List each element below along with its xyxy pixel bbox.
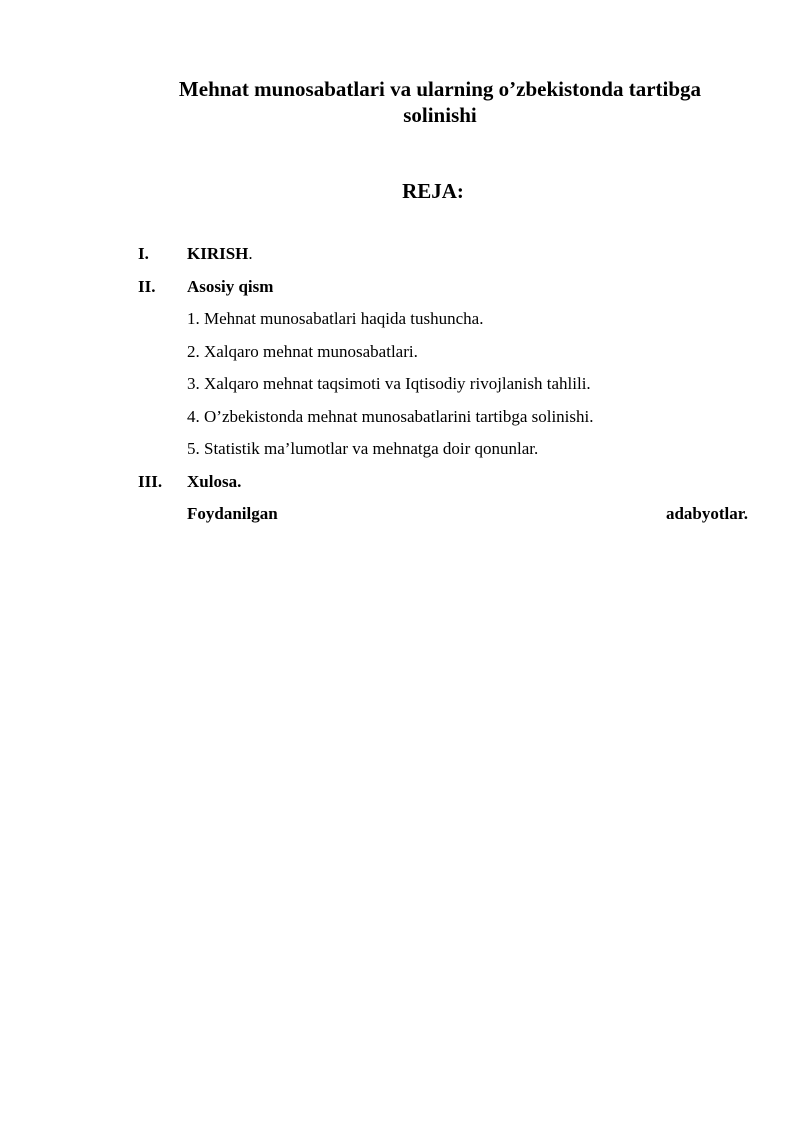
document-title: Mehnat munosabatlari va ularning o’zbekistonda tartibga solinishi: [178, 77, 702, 127]
outline-heading-intro: [187, 243, 253, 265]
outline-heading-conclusion: Xulosa.: [187, 471, 242, 491]
plan-outline: [138, 243, 748, 536]
outline-conclusion: [138, 471, 748, 504]
outline-subitem: [138, 308, 748, 341]
outline-subitem: [138, 406, 748, 439]
outline-subitem-text: 3. Xalqaro mehnat taqsimoti va Iqtisodiy rivojlanish tahlili.: [187, 374, 591, 393]
outline-subitem: [138, 438, 748, 471]
outline-subitem: [138, 341, 748, 374]
intro-label: KIRISH: [187, 244, 249, 263]
outline-references: [138, 503, 748, 536]
references-word-left: Foydanilgan: [187, 504, 278, 523]
outline-numeral: III.: [138, 471, 163, 491]
outline-numeral: I.: [138, 244, 149, 263]
intro-suffix: .: [248, 244, 253, 263]
outline-subitem: [138, 373, 748, 406]
outline-heading-main: Asosiy qism: [187, 276, 274, 296]
outline-numeral: II.: [138, 276, 156, 296]
plan-heading: REJA:: [402, 179, 464, 203]
references-word-right: adabyotlar.: [665, 504, 748, 523]
outline-subitem-text: 1. Mehnat munosabatlari haqida tushuncha.: [187, 309, 484, 328]
outline-main: [138, 276, 748, 309]
outline-intro: [138, 243, 748, 276]
outline-subitem-text: 2. Xalqaro mehnat munosabatlari.: [187, 341, 418, 361]
references-line: [187, 503, 748, 525]
outline-subitem-text: 4. O’zbekistonda mehnat munosabatlarini tartibga solinishi.: [187, 406, 594, 426]
outline-subitem-text: 5. Statistik ma’lumotlar va mehnatga doir qonunlar.: [187, 439, 539, 458]
